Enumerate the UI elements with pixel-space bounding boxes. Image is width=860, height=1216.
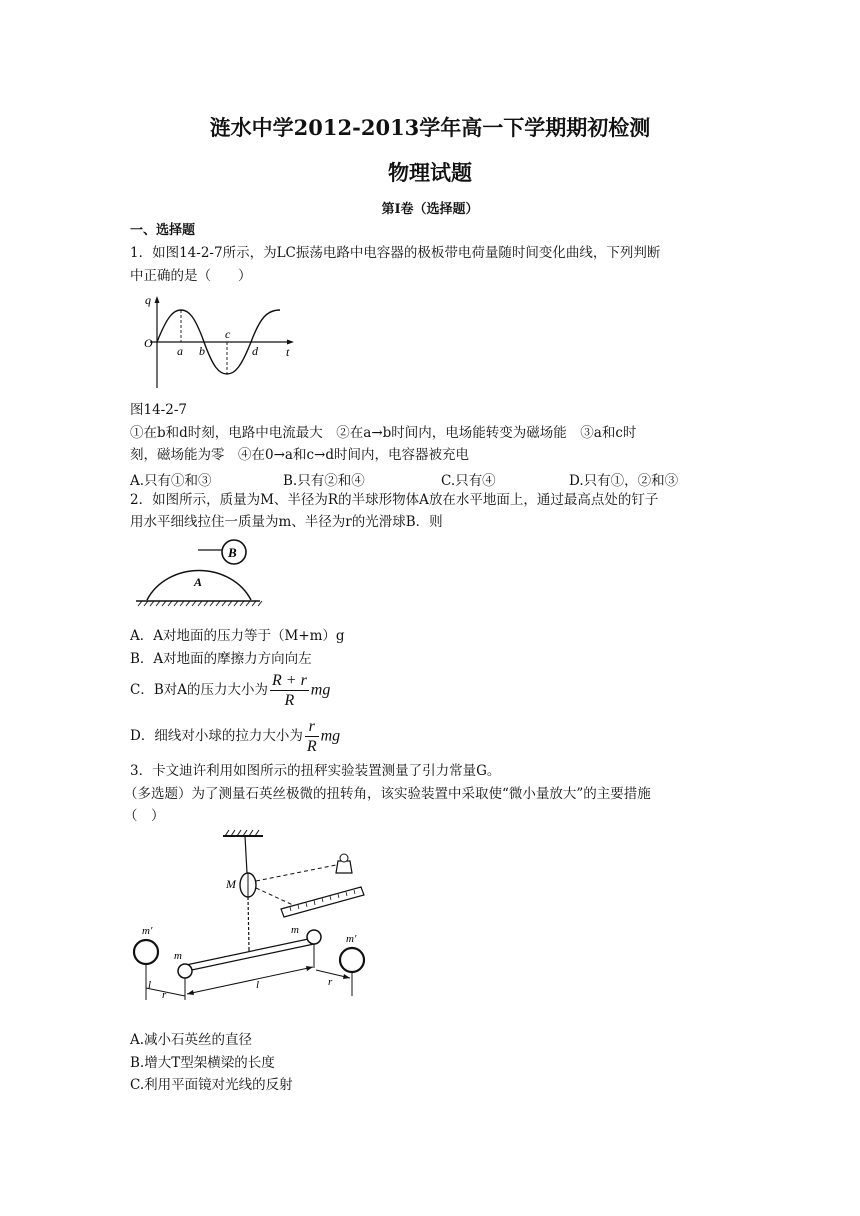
- q2-option-a: A．A对地面的压力等于（M+m）g: [130, 628, 345, 644]
- ball-b-label: B: [228, 545, 237, 560]
- exam-title: 涟水中学2012-2013学年高一下学期期初检测: [209, 115, 651, 140]
- mirror-m-label: M: [226, 877, 236, 891]
- q3-torsion-balance-figure: [128, 828, 368, 1013]
- point-a-label: a: [177, 344, 183, 358]
- q1-option-c: C.只有④: [441, 473, 496, 489]
- q2-option-c-fraction: [270, 671, 309, 710]
- q2-option-d-fraction: [305, 717, 319, 756]
- dimension-r-left-label: r: [162, 989, 167, 1001]
- q1-stem-line2: 中正确的是（ ）: [130, 268, 252, 284]
- exam-subtitle: 物理试题: [388, 160, 472, 185]
- point-d-label: d: [252, 344, 258, 358]
- q2-option-c: [130, 670, 330, 711]
- origin-label: O: [144, 336, 153, 350]
- axis-q-label: q: [145, 293, 151, 307]
- q1-option-d: D.只有①，②和③: [569, 473, 679, 489]
- q3-option-c: C.利用平面镜对光线的反射: [130, 1077, 293, 1093]
- q2-option-c-prefix: C．B对A的压力大小为: [130, 682, 268, 698]
- fraction-numerator: r: [305, 717, 319, 737]
- q2-stem-line1: 2．如图所示，质量为M、半径为R的半球形物体A放在水平地面上，通过最高点处的钉子: [130, 492, 659, 508]
- q1-oscillation-graph: [140, 292, 300, 392]
- dimension-r-right-label: r: [328, 976, 333, 988]
- q1-statements-line2: 刻，磁场能为零 ④在0→a和c→d时间内，电容器被充电: [130, 447, 469, 463]
- axis-t-label: t: [286, 345, 290, 359]
- q1-stem-line1: 1．如图14-2-7所示，为LC振荡电路中电容器的极板带电荷量随时间变化曲线，下列判断: [130, 245, 661, 261]
- fraction-denominator: R: [306, 738, 317, 755]
- q2-stem-line2: 用水平细线拉住一质量为m、半径为r的光滑球B．则: [130, 514, 443, 530]
- dimension-l-left-label: l: [148, 979, 152, 991]
- q2-option-b: B．A对地面的摩擦力方向向左: [130, 651, 312, 667]
- q1-statements-line1: ①在b和d时刻，电路中电流最大 ②在a→b时间内，电场能转变为磁场能 ③a和c时: [130, 425, 637, 441]
- small-ball-left-label: m: [174, 950, 182, 962]
- section-heading: 一、选择题: [130, 223, 196, 238]
- q3-stem-line3: （ ）: [124, 808, 165, 824]
- q2-option-d-suffix: mg: [320, 727, 341, 745]
- q3-stem-line1: 3．卡文迪许利用如图所示的扭秤实验装置测量了引力常量G。: [130, 763, 501, 779]
- q2-option-c-suffix: mg: [310, 681, 331, 699]
- q2-hemisphere-figure: [130, 540, 265, 610]
- point-b-label: b: [199, 344, 205, 358]
- q1-option-b: B.只有②和④: [283, 473, 365, 489]
- q3-option-b: B.增大T型架横梁的长度: [130, 1055, 275, 1071]
- hemisphere-a-label: A: [194, 575, 203, 589]
- large-ball-left-label: m′: [142, 925, 153, 937]
- q1-figure-caption: 图14-2-7: [130, 402, 187, 418]
- fraction-numerator: R + r: [272, 672, 307, 689]
- q3-stem-line2: （多选题）为了测量石英丝极微的扭转角，该实验装置中采取使“微小量放大”的主要措施: [124, 786, 651, 802]
- q3-option-a: A.减小石英丝的直径: [130, 1032, 253, 1048]
- q2-option-d-prefix: D．细线对小球的拉力大小为: [130, 728, 303, 744]
- dimension-l-main-label: l: [256, 979, 260, 991]
- q1-option-a: A.只有①和③: [130, 473, 212, 489]
- large-ball-right-label: m′: [346, 933, 357, 945]
- fraction-denominator: R: [284, 692, 295, 709]
- small-ball-right-label: m: [291, 924, 299, 936]
- point-c-label: c: [225, 327, 231, 341]
- q2-option-d: [130, 716, 340, 757]
- volume-heading: 第Ⅰ卷（选择题）: [381, 202, 479, 217]
